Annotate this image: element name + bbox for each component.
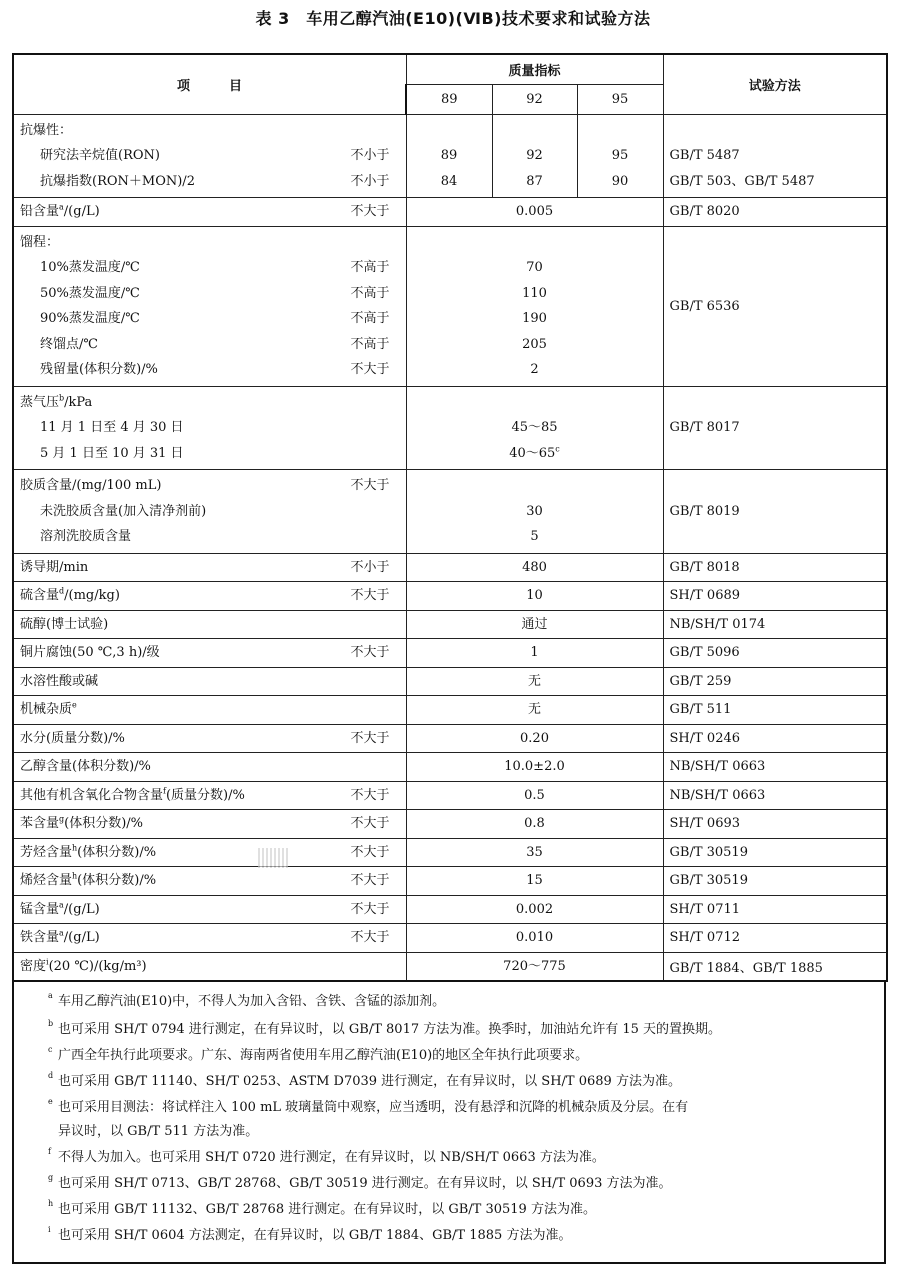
value-line: 89 [440, 148, 458, 163]
value-line: 95 [611, 148, 629, 163]
footnote-mark: e [72, 700, 77, 710]
item-label: 11 月 1 日至 4 月 30 日 [40, 420, 184, 435]
header-method: 试验方法 [663, 54, 887, 114]
item-line [20, 473, 400, 499]
value-text: 1 [530, 645, 539, 660]
value-cell [406, 114, 492, 198]
item-label: 抗爆指数(RON＋MON)/2 [40, 173, 195, 189]
value-line [413, 640, 657, 666]
value-line [413, 199, 657, 225]
value-text: 205 [522, 336, 547, 352]
method-cell: GB/T 30519 [663, 867, 887, 896]
item-label: 水溶性酸或碱 [20, 673, 99, 689]
table-row [13, 838, 887, 867]
value-cell [406, 198, 663, 227]
item-label: 10%蒸发温度/℃ [40, 260, 140, 275]
item-line [20, 230, 400, 256]
limit-label: 不大于 [350, 478, 390, 493]
value-cell [406, 753, 663, 782]
method-line [670, 118, 881, 144]
item-unit: /(mg/kg) [64, 588, 120, 603]
footnotes [12, 982, 886, 1264]
scan-stamp [258, 848, 288, 868]
table-row [13, 924, 887, 953]
item-line [20, 332, 400, 358]
footnote: h 也可采用 GB/T 11132、GB/T 28768 进行测定。在有异议时，以 GB/T 30519 方法为准。 [48, 1199, 596, 1217]
footnote-mark: f [163, 786, 166, 796]
footnote-text: 也可采用 SH/T 0794 进行测定，在有异议时，以 GB/T 8017 方法为准。换季时，加油站允许有 15 天的置换期。 [58, 1022, 722, 1037]
value-cell [406, 924, 663, 953]
item-label: 硫醇(博士试验) [20, 616, 109, 632]
value-text: 0.20 [520, 730, 549, 746]
value-text: 10 [526, 588, 543, 603]
table-row [13, 114, 887, 198]
value-line: 84 [440, 173, 458, 189]
value-cell [406, 838, 663, 867]
item-line [20, 669, 400, 695]
value-line [413, 332, 657, 358]
footnote-text: 也可采用 GB/T 11140、SH/T 0253、ASTM D7039 进行测定，在有异议时，以 SH/T 0689 方法为准。 [58, 1074, 681, 1089]
limit-label: 不高于 [350, 336, 390, 352]
item-line [20, 754, 400, 780]
item-label: 残留量(体积分数)/% [40, 362, 158, 377]
table-row [13, 724, 887, 753]
value-text: 70 [526, 260, 543, 275]
limit-label: 不大于 [350, 787, 390, 803]
item-line [20, 118, 400, 144]
item-cell [13, 610, 406, 639]
value-text: 30 [526, 503, 543, 519]
method-line: GB/T 5487 [669, 148, 740, 163]
value-text: 0.010 [515, 930, 554, 945]
header-grade-92: 92 [492, 84, 577, 114]
footnote: e 也可采用目测法：将试样注入 100 mL 玻璃量筒中观察，应当透明，没有悬浮和沉降的机械杂质及分层。在有 [48, 1097, 689, 1115]
item-label: 5 月 1 日至 10 月 31 日 [40, 445, 184, 461]
value-cell [406, 553, 663, 582]
value-line [413, 473, 657, 499]
limit-label: 不大于 [350, 873, 390, 888]
value-line [413, 555, 657, 581]
footnote-text: 不得人为加入。也可采用 SH/T 0720 进行测定，在有异议时，以 NB/SH/T 0663 方法为准。 [58, 1150, 605, 1165]
footnote: b 也可采用 SH/T 0794 进行测定，在有异议时，以 GB/T 8017 方法为准。换季时，加油站允许有 15 天的置换期。 [48, 1019, 722, 1037]
value-line [413, 726, 657, 752]
table-row [13, 610, 887, 639]
item-unit: (体积分数)/% [64, 816, 144, 831]
value-text: 0.002 [515, 901, 554, 917]
limit-label: 不大于 [350, 930, 390, 945]
value-text: 40～65 [509, 445, 556, 461]
item-label: 铅含量 [20, 204, 60, 219]
footnote-mark: a [59, 202, 64, 212]
footnote [58, 1120, 258, 1139]
value-text: 0.005 [515, 204, 554, 219]
value-cell [406, 582, 663, 611]
limit-label: 不大于 [350, 588, 390, 603]
table-body [13, 114, 887, 981]
item-label: 诱导期/min [20, 559, 89, 575]
header-grade-95: 95 [577, 84, 663, 114]
value-cell [406, 610, 663, 639]
item-cell [13, 582, 406, 611]
item-label: 胶质含量/(mg/100 mL) [20, 478, 162, 493]
value-cell [406, 386, 663, 470]
table-row [13, 582, 887, 611]
method-cell: GB/T 511 [663, 696, 887, 725]
item-cell [13, 810, 406, 839]
value-cell [406, 696, 663, 725]
item-cell [13, 667, 406, 696]
item-label: 研究法辛烷值(RON) [40, 148, 160, 163]
footnote-text: 也可采用 SH/T 0713、GB/T 28768、GB/T 30519 进行测定。在有异议时，以 SH/T 0693 方法为准。 [58, 1176, 672, 1191]
limit-label: 不高于 [350, 285, 390, 301]
footnote: d 也可采用 GB/T 11140、SH/T 0253、ASTM D7039 进行测定，在有异议时，以 SH/T 0689 方法为准。 [48, 1071, 681, 1089]
value-text: 0.8 [524, 816, 545, 831]
footnote-text: 广西全年执行此项要求。广东、海南两省使用车用乙醇汽油(E10)的地区全年执行此项要求。 [58, 1048, 589, 1063]
item-label: 锰含量 [20, 901, 60, 917]
value-line: 87 [526, 173, 543, 189]
table-row [13, 639, 887, 668]
table-row [13, 781, 887, 810]
table-row [13, 226, 887, 386]
footnote-text: 也可采用 SH/T 0604 方法测定，在有异议时，以 GB/T 1884、GB/T 1885 方法为准。 [58, 1228, 572, 1243]
limit-label: 不高于 [350, 260, 390, 275]
item-cell [13, 198, 406, 227]
table-row [13, 952, 887, 981]
value-text: 0.5 [524, 787, 545, 803]
value-line [413, 868, 657, 894]
item-line [20, 169, 400, 195]
value-line [413, 840, 657, 866]
footnote-mark: a [59, 928, 64, 938]
value-line [413, 441, 657, 467]
method-cell: GB/T 8017 [663, 386, 887, 470]
item-cell [13, 696, 406, 725]
limit-label: 不大于 [350, 730, 390, 746]
table-row [13, 696, 887, 725]
table-row [13, 753, 887, 782]
value-cell [406, 867, 663, 896]
table-row [13, 895, 887, 924]
item-line [20, 415, 400, 441]
value-text: 480 [522, 559, 547, 575]
item-unit: /kPa [64, 394, 93, 410]
value-line [413, 390, 657, 416]
item-label: 溶剂洗胶质含量 [40, 529, 132, 544]
footnote: c 广西全年执行此项要求。广东、海南两省使用车用乙醇汽油(E10)的地区全年执行此项要求。 [48, 1045, 589, 1063]
item-line [20, 783, 400, 809]
item-line [20, 143, 400, 169]
item-cell [13, 226, 406, 386]
item-label: 硫含量 [20, 588, 60, 603]
item-label: 苯含量 [20, 816, 60, 831]
footnote: a 车用乙醇汽油(E10)中，不得人为加入含铅、含铁、含锰的添加剂。 [48, 991, 446, 1009]
item-line [20, 524, 400, 550]
footnote-mark: d [59, 586, 65, 596]
method-cell: NB/SH/T 0174 [663, 610, 887, 639]
footnote-mark: b [59, 393, 65, 403]
header-grade-89: 89 [406, 84, 492, 114]
item-cell [13, 924, 406, 953]
footnote-text: 异议时，以 GB/T 511 方法为准。 [58, 1124, 259, 1139]
item-label: 密度 [20, 958, 47, 974]
method-cell: GB/T 8019 [663, 470, 887, 554]
item-label: 水分(质量分数)/% [20, 730, 125, 746]
value-line [413, 306, 657, 332]
item-cell [13, 639, 406, 668]
item-label: 烯烃含量 [20, 873, 73, 888]
footnote-mark: a [59, 900, 64, 910]
item-unit: (体积分数)/% [77, 844, 157, 860]
value-cell [406, 470, 663, 554]
table-row [13, 386, 887, 470]
value-cell [406, 639, 663, 668]
footnote-mark: h [72, 843, 78, 853]
value-line [413, 754, 657, 780]
table-row [13, 810, 887, 839]
header-quality: 质量指标 [406, 54, 663, 84]
limit-label: 不小于 [350, 148, 390, 163]
item-cell [13, 753, 406, 782]
method-cell: SH/T 0689 [663, 582, 887, 611]
item-cell [13, 470, 406, 554]
method-cell: NB/SH/T 0663 [663, 753, 887, 782]
table-row [13, 553, 887, 582]
item-line [20, 357, 400, 383]
limit-label: 不小于 [350, 173, 390, 189]
item-unit: (体积分数)/% [77, 873, 157, 888]
value-cell [406, 226, 663, 386]
footnote-mark: c [555, 444, 560, 454]
item-label: 蒸气压 [20, 394, 60, 410]
footnote-mark: g [59, 814, 65, 824]
value-line [413, 669, 657, 695]
value-text: 通过 [521, 616, 548, 632]
method-cell [663, 114, 887, 198]
item-label: 50%蒸发温度/℃ [40, 285, 140, 301]
item-cell [13, 386, 406, 470]
item-label: 机械杂质 [20, 702, 73, 717]
table-row [13, 667, 887, 696]
value-text: 15 [526, 873, 543, 888]
method-cell: SH/T 0712 [663, 924, 887, 953]
limit-label: 不大于 [350, 204, 390, 219]
value-line [413, 925, 657, 951]
item-unit: /(g/L) [63, 930, 100, 945]
value-line [413, 612, 657, 638]
method-cell: GB/T 5096 [663, 639, 887, 668]
value-line: 92 [526, 148, 543, 163]
item-cell [13, 952, 406, 981]
value-line [413, 118, 486, 144]
value-text: 5 [530, 529, 539, 544]
value-text: 无 [527, 673, 541, 689]
footnote-text: 也可采用 GB/T 11132、GB/T 28768 进行测定。在有异议时，以 GB/T 30519 方法为准。 [58, 1202, 596, 1217]
limit-label: 不大于 [350, 645, 390, 660]
item-cell [13, 867, 406, 896]
limit-label: 不高于 [350, 311, 390, 326]
footnote-text: 也可采用目测法：将试样注入 100 mL 玻璃量筒中观察，应当透明，没有悬浮和沉降的机械杂质及分层。在有 [58, 1100, 689, 1115]
footnote-text: 车用乙醇汽油(E10)中，不得人为加入含铅、含铁、含锰的添加剂。 [58, 994, 446, 1009]
item-line [20, 954, 400, 980]
limit-label: 不大于 [350, 816, 390, 831]
item-line [20, 840, 400, 866]
footnote: g 也可采用 SH/T 0713、GB/T 28768、GB/T 30519 进行测定。在有异议时，以 SH/T 0693 方法为准。 [48, 1173, 672, 1191]
item-label: 馏程： [20, 234, 60, 250]
value-text: 45～85 [511, 420, 558, 435]
item-label: 抗爆性： [20, 122, 73, 138]
value-cell [406, 724, 663, 753]
item-label: 铁含量 [20, 930, 60, 945]
item-label: 铜片腐蚀(50 ℃,3 h)/级 [20, 645, 160, 660]
item-label: 芳烃含量 [20, 844, 73, 860]
method-cell: NB/SH/T 0663 [663, 781, 887, 810]
item-cell [13, 724, 406, 753]
value-line [413, 499, 657, 525]
item-cell [13, 838, 406, 867]
value-cell [492, 114, 577, 198]
footnote-mark: h [72, 871, 78, 881]
value-line [413, 415, 657, 441]
table-row [13, 198, 887, 227]
method-cell: SH/T 0711 [663, 895, 887, 924]
value-line [413, 897, 657, 923]
value-text: 10.0±2.0 [504, 759, 565, 774]
item-line [20, 281, 400, 307]
item-unit: (20 ℃)/(kg/m³) [48, 958, 147, 974]
method-cell: SH/T 0693 [663, 810, 887, 839]
value-text: 190 [522, 311, 547, 326]
footnote: f 不得人为加入。也可采用 SH/T 0720 进行测定，在有异议时，以 NB/SH/T 0663 方法为准。 [48, 1147, 605, 1165]
value-cell [406, 952, 663, 981]
table-row [13, 867, 887, 896]
method-cell: SH/T 0246 [663, 724, 887, 753]
item-line [20, 726, 400, 752]
value-cell [406, 781, 663, 810]
item-line [20, 390, 400, 416]
value-text: 110 [522, 285, 547, 301]
value-cell [577, 114, 663, 198]
footnote-mark: i [46, 957, 49, 967]
item-label: 未洗胶质含量(加入清净剂前) [40, 503, 207, 519]
method-cell: GB/T 8018 [663, 553, 887, 582]
table-row [13, 470, 887, 554]
limit-label: 不大于 [350, 844, 390, 860]
item-label: 终馏点/℃ [40, 336, 98, 352]
item-line [20, 199, 400, 225]
item-cell [13, 114, 406, 198]
item-line [20, 897, 400, 923]
limit-label: 不大于 [350, 901, 390, 917]
value-text: 35 [526, 844, 543, 860]
item-line [20, 255, 400, 281]
method-cell: GB/T 8020 [663, 198, 887, 227]
value-line [413, 524, 657, 550]
value-line: 90 [611, 173, 629, 189]
item-unit: /(g/L) [63, 901, 100, 917]
item-line [20, 441, 400, 467]
item-cell [13, 895, 406, 924]
item-line [20, 925, 400, 951]
value-line [413, 697, 657, 723]
method-line: GB/T 503、GB/T 5487 [669, 173, 815, 189]
value-line [413, 230, 657, 256]
item-label: 其他有机含氧化合物含量 [20, 787, 164, 803]
item-cell [13, 781, 406, 810]
value-line [413, 783, 657, 809]
item-line [20, 583, 400, 609]
item-line [20, 697, 400, 723]
value-line [584, 118, 657, 144]
item-line [20, 811, 400, 837]
value-line [499, 118, 571, 144]
value-line [413, 583, 657, 609]
item-line [20, 612, 400, 638]
value-line [413, 811, 657, 837]
item-cell [13, 553, 406, 582]
method-cell: GB/T 6536 [663, 226, 887, 386]
item-line [20, 499, 400, 525]
value-text: 无 [527, 702, 541, 717]
spec-table [12, 53, 888, 982]
method-cell: GB/T 259 [663, 667, 887, 696]
item-line [20, 555, 400, 581]
table-title: 表 3 车用乙醇汽油(E10)(ⅥB)技术要求和试验方法 [255, 9, 651, 28]
limit-label: 不小于 [350, 559, 390, 575]
value-line [413, 255, 657, 281]
footnote: i 也可采用 SH/T 0604 方法测定，在有异议时，以 GB/T 1884、GB/T 1885 方法为准。 [48, 1225, 572, 1243]
item-line [20, 306, 400, 332]
item-line [20, 640, 400, 666]
method-cell: GB/T 30519 [663, 838, 887, 867]
value-cell [406, 895, 663, 924]
value-line [413, 357, 657, 383]
item-unit: (质量分数)/% [165, 787, 245, 803]
limit-label: 不大于 [350, 362, 390, 377]
value-text: 2 [530, 362, 539, 377]
item-label: 90%蒸发温度/℃ [40, 311, 140, 326]
item-label: 乙醇含量(体积分数)/% [20, 759, 151, 774]
method-cell: GB/T 1884、GB/T 1885 [663, 952, 887, 981]
value-cell [406, 810, 663, 839]
value-cell [406, 667, 663, 696]
value-line [413, 281, 657, 307]
value-text: 720～775 [503, 958, 566, 974]
value-line [413, 954, 657, 980]
item-line [20, 868, 400, 894]
header-item: 项 目 [13, 54, 406, 114]
item-unit: /(g/L) [63, 204, 100, 219]
